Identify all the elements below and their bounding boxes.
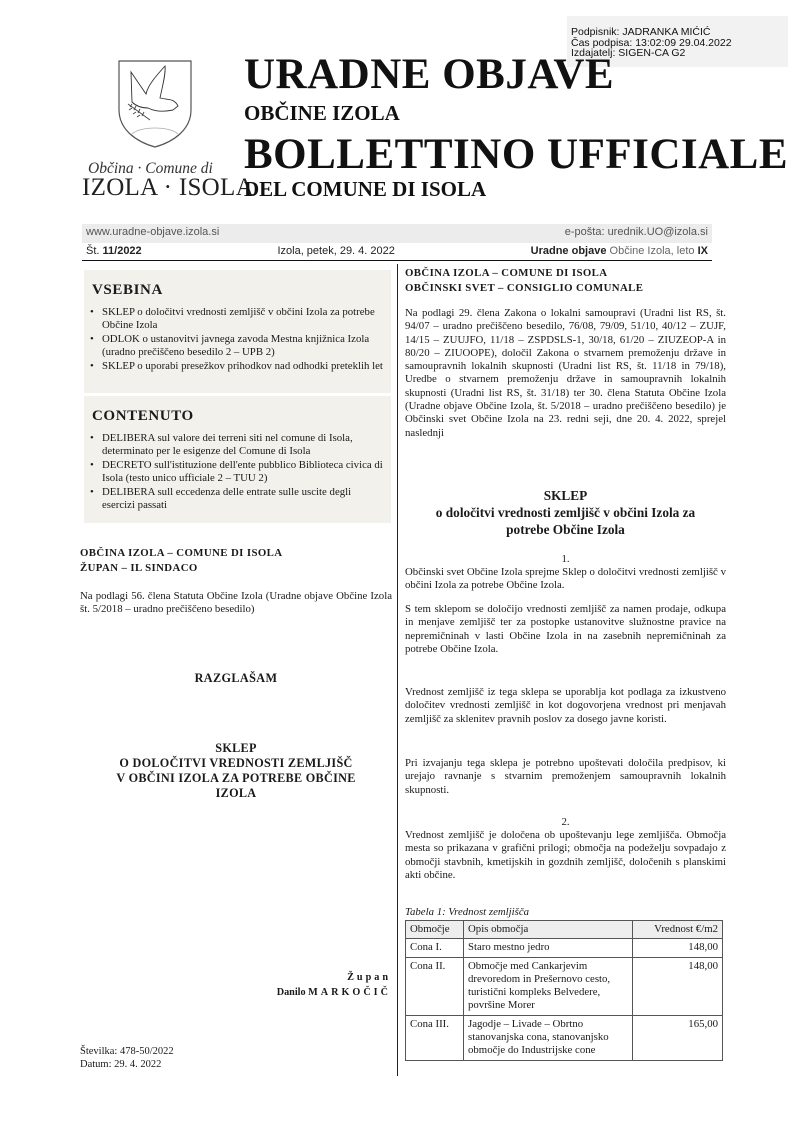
article-number: 2. [561, 816, 570, 828]
paragraph: Vrednost zemljišč je določena ob upoštevanju lege zemljišča. Območja mesta so prikazana v grafični prilogi; območja na podeželju sovpadajo z območji stavbnih, kmetijskih in gozdnih zemljišč, določenih s planskimi akti občine. [405, 829, 726, 881]
zone-cell: Cona I. [406, 939, 464, 957]
coat-of-arms-dove-icon [118, 60, 192, 148]
document-date: Datum: 29. 4. 2022 [80, 1059, 162, 1070]
toc-slovenian [84, 270, 391, 393]
left-legal-basis: Na podlagi 56. člena Statuta Občine Izola (Uradne objave Občine Izola št. 5/2018 – uradno prečiščeno besedilo) [80, 590, 392, 616]
right-legal-basis: Na podlagi 29. člena Zakona o lokalni samoupravi (Uradni list RS, št. 94/07 – uradno prečiščeno besedilo, 76/08, 79/09, 51/10, 40/12 – ZUJF, 14/15 – ZUUJFO, 11/18 – ZSPDSLS-1, 30/18, 61/20 – ZIUZEOP-A in 80/20 – ZIUOOPE), določil Zakona o stvarnem premoženju države in samoupravnih lokalnih skupnosti (Uradni list RS, št. 11/18 in 79/18), Uredbe o stvarnem premoženju države in samoupravnih lokalnih skupnosti (Uradni list RS, št. 31/18) ter 30. člena Statuta Občine Izola (Uradne objave Občine Izola, št. 5/2018 – uradno prečiščeno besedilo) je Občinski svet Občine Izola na 23. redni seji, dne 20. 4. 2022, sprejel naslednji [405, 307, 726, 439]
issuer-org: OBČINA IZOLA – COMUNE DI ISOLA [80, 547, 283, 559]
description-cell: Območje med Cankarjevim drevoredom in Prešernovo cesto, turistični kompleks Belvedere, površine Morer [464, 957, 633, 1015]
logo-caption-municipality: IZOLA · ISOLA [82, 174, 254, 201]
description-cell: Staro mestno jedro [464, 939, 633, 957]
mayor-first-name: Danilo [276, 987, 306, 998]
paragraph: Vrednost zemljišč iz tega sklepa se uporablja kot podlaga za izkustveno določitev vrednosti zemljišč in kot dogovorjena vrednost pri menjavah zemljišč za sklenitev pravnih poslov za dosego javne koristi. [405, 686, 726, 725]
website-link[interactable]: www.uradne-objave.izola.si [86, 226, 220, 238]
publication-name-bold: Uradne objave [530, 245, 607, 257]
zone-cell: Cona II. [406, 957, 464, 1015]
toc-item[interactable]: • SKLEP o uporabi presežkov prihodkov nad odhodki preteklih let [90, 360, 385, 373]
issue-prefix: Št. [86, 245, 103, 257]
publication-name-rest: Občine Izola, leto [606, 245, 698, 257]
mayor-name [200, 985, 391, 1000]
column-header: Vrednost €/m2 [633, 921, 723, 939]
value-cell: 148,00 [633, 957, 723, 1015]
left-issuer-heading [80, 546, 390, 576]
issuer-council: OBČINSKI SVET – CONSIGLIO COMUNALE [405, 282, 644, 294]
issue-bar [82, 245, 712, 261]
act-title-line: O DOLOČITVI VREDNOSTI ZEMLJIŠČ [119, 756, 353, 770]
paragraph: Občinski svet Občine Izola sprejme Sklep o določitvi vrednosti zemljišč v občini Izola za potrebe Občine Izola. [405, 566, 726, 592]
issue-number-value: 11/2022 [102, 245, 142, 257]
column-header: Opis območja [464, 921, 633, 939]
act-title-line: V OBČINI IZOLA ZA POTREBE OBČINE [116, 771, 356, 785]
mayor-title: Župan [347, 972, 391, 983]
table-row [406, 939, 723, 957]
act-title-line: o določitvi vrednosti zemljišč v občini Izola za [435, 505, 696, 520]
left-act-title [80, 741, 392, 801]
act-title-line: SKLEP [543, 488, 588, 503]
document-reference [80, 1045, 380, 1071]
paragraph: Pri izvajanju tega sklepa je potrebno upoštevati določila predpisov, ki urejajo ravnanje s stvarnim premoženjem samoupravnih lokalnih skupnosti. [405, 757, 726, 796]
right-issuer-heading [405, 266, 725, 296]
publication-year: IX [697, 245, 708, 257]
act-title-line: SKLEP [215, 741, 257, 755]
masthead-subtitle-sl: OBČINE IZOLA [244, 101, 400, 125]
paragraph: S tem sklepom se določijo vrednosti zemljišč za namen prodaje, odkupa in menjave zemljišč ter za postopke ustanovitve služnostne pravice na nepremičninah v lasti Občine Izola in na zasebnih nepremičninah za potrebe Občine Izola. [405, 603, 726, 655]
signature-time-line: Čas podpisa: 13:02:09 29.04.2022 [571, 36, 732, 49]
issuer-org: OBČINA IZOLA – COMUNE DI ISOLA [405, 267, 608, 279]
mayor-signature [200, 970, 391, 1000]
land-value-table [405, 920, 723, 1061]
issuer-line: Izdajatelj: SIGEN-CA G2 [571, 47, 686, 59]
description-cell: Jagodje – Livade – Obrtno stanovanjska cona, stanovanjsko območje do Industrijske cone [464, 1015, 633, 1060]
contact-bar [82, 224, 712, 243]
publication-name [531, 245, 708, 260]
table-row [406, 1015, 723, 1060]
article-number: 1. [561, 553, 570, 565]
table-row [406, 957, 723, 1015]
act-title-line: IZOLA [215, 786, 257, 800]
masthead-subtitle-it: DEL COMUNE DI ISOLA [244, 177, 487, 201]
mayor-last-name: MARKOČIČ [308, 987, 391, 998]
document-number: Številka: 478-50/2022 [80, 1046, 174, 1057]
masthead-title-it: BOLLETTINO UFFICIALE [244, 131, 789, 178]
logo-caption-bilingual: Občina · Comune di [88, 160, 213, 177]
proclamation-heading: RAZGLAŠAM [194, 671, 278, 685]
column-header: Območje [406, 921, 464, 939]
value-cell: 165,00 [633, 1015, 723, 1060]
issue-number [86, 245, 142, 260]
act-title-line: potrebe Občine Izola [506, 522, 625, 537]
email-link[interactable]: e-pošta: urednik.UO@izola.si [564, 226, 708, 238]
value-cell: 148,00 [633, 939, 723, 957]
toc-italian [84, 396, 391, 523]
signer-line: Podpisnik: JADRANKA MIĆIĆ [571, 26, 711, 38]
zone-cell: Cona III. [406, 1015, 464, 1060]
toc-item[interactable]: • DELIBERA sul valore dei terreni siti nel comune di Isola, determinato per le esigenze del Comune di Isola [90, 432, 385, 458]
column-divider [397, 264, 398, 1076]
issuer-office: ŽUPAN – IL SINDACO [80, 562, 198, 574]
toc-item[interactable]: • DELIBERA sull eccedenza delle entrate sulle uscite degli esercizi passati [90, 486, 385, 512]
table-header-row [406, 921, 723, 939]
toc-item[interactable]: • DECRETO sull'istituzione dell'ente pubblico Biblioteca civica di Isola (testo unico ufficiale 2 – TUU 2) [90, 459, 385, 485]
issue-date: Izola, petek, 29. 4. 2022 [277, 245, 395, 257]
toc-item[interactable]: • ODLOK o ustanovitvi javnega zavoda Mestna knjižnica Izola (uradno prečiščeno besedilo 2 – UPB 2) [90, 333, 385, 359]
right-act-title [405, 487, 726, 538]
toc-title-sl: VSEBINA [92, 282, 163, 298]
masthead-title-sl: URADNE OBJAVE [244, 51, 615, 98]
toc-item[interactable]: • SKLEP o določitvi vrednosti zemljišč v občini Izola za potrebe Občine Izola [90, 306, 385, 332]
toc-title-it: CONTENUTO [92, 408, 194, 424]
table-caption: Tabela 1: Vrednost zemljišča [405, 906, 530, 918]
